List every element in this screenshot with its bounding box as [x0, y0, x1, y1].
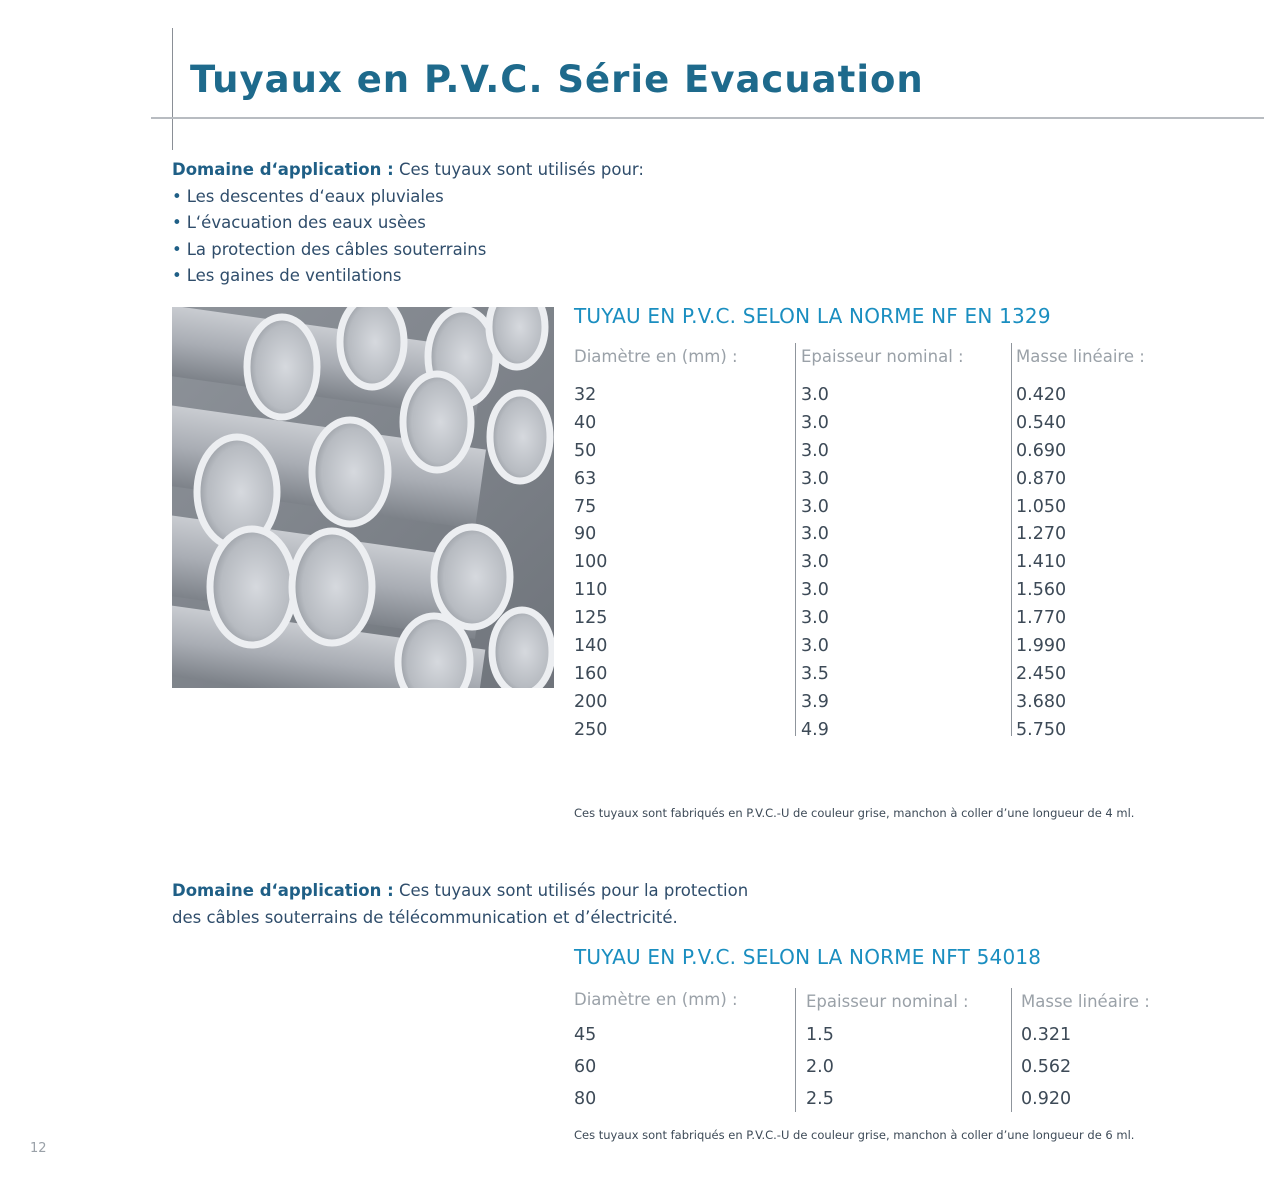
- table-cell: 4.9: [801, 719, 829, 740]
- column-cells: [574, 1019, 738, 1115]
- footnote-1: Ces tuyaux sont fabriqués en P.V.C.-U de couleur grise, manchon à coller d’une longueur de 4 ml.: [574, 806, 1135, 820]
- pipes-illustration: [172, 307, 554, 688]
- domain-text-continued: des câbles souterrains de télécommunication et d’électricité.: [172, 907, 678, 927]
- column-header-mass: Masse linéaire :: [1021, 992, 1150, 1011]
- domain-label: Domaine d‘application :: [172, 881, 394, 900]
- table-cell: 3.0: [801, 468, 829, 489]
- table-cell: 3.0: [801, 552, 829, 573]
- domain-text: Ces tuyaux sont utilisés pour la protection: [393, 881, 749, 900]
- bullet-icon: •: [172, 213, 182, 232]
- table-cell: 250: [574, 719, 608, 740]
- table-cell: 45: [574, 1025, 597, 1045]
- domain-intro: [172, 878, 748, 905]
- table-cell: 2.450: [1016, 663, 1067, 684]
- usage-item: [172, 263, 644, 290]
- column-header-mass: Masse linéaire :: [1016, 347, 1145, 366]
- usage-list: [172, 184, 644, 290]
- column-cells: [1016, 382, 1145, 745]
- page-title: Tuyaux en P.V.C. Série Evacuation: [190, 58, 924, 101]
- column-header-diameter: Diamètre en (mm) :: [574, 990, 738, 1009]
- table-cell: 3.0: [801, 385, 829, 405]
- usage-item-text: Les descentes d‘eaux pluviales: [186, 186, 444, 206]
- table-cell: 75: [574, 496, 597, 517]
- table-cell: 0.690: [1016, 440, 1067, 461]
- domain-application-1: [172, 157, 644, 290]
- bullet-icon: •: [172, 266, 182, 285]
- table-cell: 0.321: [1021, 1025, 1072, 1045]
- usage-item-text: Les gaines de ventilations: [186, 266, 402, 285]
- table-cell: 40: [574, 412, 597, 433]
- table-cell: 140: [574, 636, 608, 657]
- table1-col-thickness: [801, 347, 964, 745]
- table-cell: 3.0: [801, 412, 829, 433]
- table2-col-mass: [1021, 992, 1150, 1115]
- column-header-thickness: Epaisseur nominal :: [806, 992, 969, 1011]
- column-divider: [795, 988, 796, 1112]
- table-cell: 110: [574, 580, 608, 601]
- table1-col-mass: [1016, 347, 1145, 745]
- domain-text: Ces tuyaux sont utilisés pour:: [393, 160, 644, 179]
- usage-item-text: L‘évacuation des eaux usèes: [186, 213, 426, 232]
- column-divider: [795, 343, 796, 736]
- table-cell: 2.0: [806, 1057, 834, 1077]
- table-title-nft-54018: TUYAU EN P.V.C. SELON LA NORME NFT 54018: [574, 945, 1042, 969]
- table-cell: 5.750: [1016, 719, 1067, 740]
- table-cell: 80: [574, 1089, 597, 1109]
- table-cell: 125: [574, 608, 608, 629]
- table-cell: 1.5: [806, 1025, 834, 1045]
- domain-label: Domaine d‘application :: [172, 160, 394, 179]
- table-cell: 160: [574, 663, 608, 684]
- column-header-thickness: Epaisseur nominal :: [801, 347, 964, 366]
- table-cell: 100: [574, 552, 608, 573]
- table-cell: 1.270: [1016, 524, 1067, 545]
- table-cell: 63: [574, 468, 597, 489]
- table-cell: 32: [574, 385, 597, 405]
- table-cell: 3.0: [801, 608, 829, 629]
- table-cell: 3.5: [801, 663, 829, 684]
- domain-intro: [172, 157, 644, 184]
- table-title-nf-en-1329: TUYAU EN P.V.C. SELON LA NORME NF EN 1329: [574, 304, 1051, 328]
- table-cell: 3.0: [801, 524, 829, 545]
- column-cells: [801, 382, 964, 745]
- domain-application-2: [172, 878, 748, 931]
- table-cell: 3.0: [801, 580, 829, 601]
- usage-item: [172, 184, 644, 211]
- usage-item-text: La protection des câbles souterrains: [186, 239, 487, 259]
- table-cell: 0.562: [1021, 1057, 1072, 1077]
- bullet-icon: •: [172, 239, 182, 259]
- title-horizontal-rule: [151, 117, 1264, 119]
- table2-col-diameter: [574, 990, 738, 1115]
- table-cell: 2.5: [806, 1089, 834, 1109]
- table-cell: 1.410: [1016, 552, 1067, 573]
- pvc-pipes-photo: [172, 307, 554, 688]
- column-divider: [1011, 343, 1012, 736]
- table1-col-diameter: [574, 347, 738, 745]
- table-cell: 1.770: [1016, 608, 1067, 629]
- table-cell: 60: [574, 1057, 597, 1077]
- table-cell: 90: [574, 524, 597, 545]
- column-cells: [806, 1019, 969, 1115]
- table-cell: 3.680: [1016, 691, 1067, 712]
- table-cell: 0.420: [1016, 385, 1067, 405]
- table-cell: 50: [574, 440, 597, 461]
- column-divider: [1011, 988, 1012, 1112]
- table-cell: 1.990: [1016, 636, 1067, 657]
- table-cell: 1.050: [1016, 496, 1067, 517]
- column-cells: [574, 382, 738, 745]
- table-cell: 0.920: [1021, 1089, 1072, 1109]
- table-cell: 3.0: [801, 496, 829, 517]
- table2-col-thickness: [806, 992, 969, 1115]
- bullet-icon: •: [172, 186, 182, 206]
- column-cells: [1021, 1019, 1150, 1115]
- column-header-diameter: Diamètre en (mm) :: [574, 347, 738, 366]
- table-cell: 3.9: [801, 691, 829, 712]
- table-cell: 200: [574, 691, 608, 712]
- table-cell: 0.540: [1016, 412, 1067, 433]
- page-number: 12: [30, 1141, 47, 1156]
- table-cell: 3.0: [801, 636, 829, 657]
- footnote-2: Ces tuyaux sont fabriqués en P.V.C.-U de couleur grise, manchon à coller d’une longueur de 6 ml.: [574, 1128, 1135, 1142]
- table-cell: 3.0: [801, 440, 829, 461]
- usage-item: [172, 210, 644, 237]
- table-cell: 0.870: [1016, 468, 1067, 489]
- table-cell: 1.560: [1016, 580, 1067, 601]
- title-vertical-rule: [172, 28, 173, 150]
- usage-item: [172, 237, 644, 264]
